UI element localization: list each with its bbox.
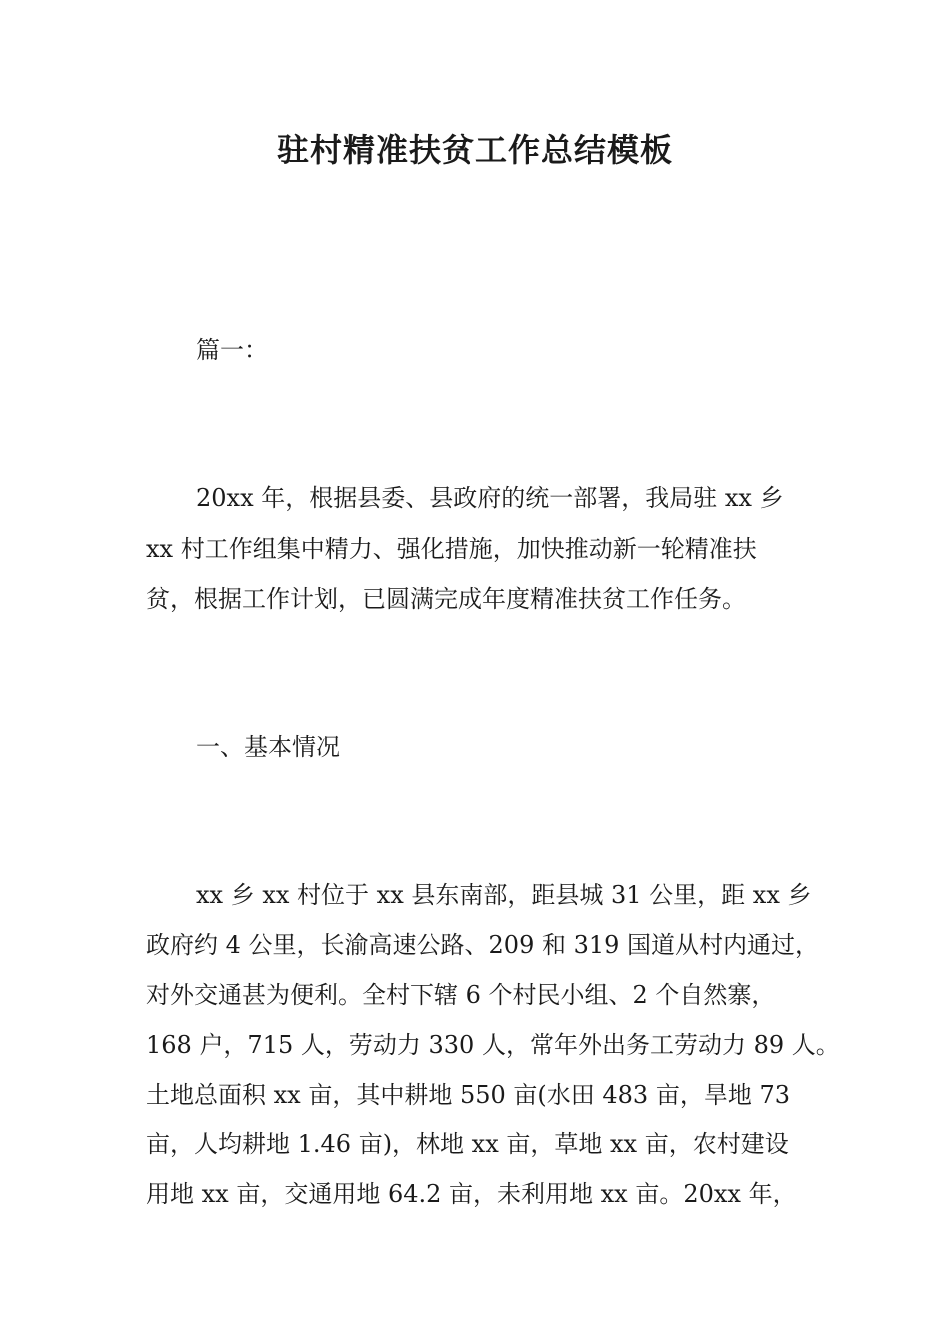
- paragraph-2-line-1: xx 乡 xx 村位于 xx 县东南部，距县城 31 公里，距 xx 乡: [196, 881, 812, 909]
- paragraph-2-line-6: 亩，人均耕地 1.46 亩)，林地 xx 亩，草地 xx 亩，农村建设: [146, 1130, 789, 1158]
- document-title: 驻村精准扶贫工作总结模板: [276, 131, 673, 169]
- paragraph-1-line-3: 贫，根据工作计划，已圆满完成年度精准扶贫工作任务。: [146, 585, 746, 613]
- paragraph-2-line-2: 政府约 4 公里，长渝高速公路、209 和 319 国道从村内通过，: [146, 931, 820, 959]
- paragraph-2-line-7: 用地 xx 亩，交通用地 64.2 亩，未利用地 xx 亩。20xx 年，: [146, 1180, 797, 1208]
- paragraph-1-line-2: xx 村工作组集中精力、强化措施，加快推动新一轮精准扶: [146, 535, 757, 563]
- paragraph-1-line-1: 20xx 年，根据县委、县政府的统一部署，我局驻 xx 乡: [196, 484, 784, 512]
- paragraph-2-line-5: 土地总面积 xx 亩，其中耕地 550 亩(水田 483 亩，旱地 73: [146, 1081, 790, 1109]
- paragraph-2-line-4: 168 户，715 人，劳动力 330 人，常年外出务工劳动力 89 人。: [146, 1031, 840, 1059]
- section-label: 篇一：: [196, 336, 268, 364]
- paragraph-2-line-3: 对外交通甚为便利。全村下辖 6 个村民小组、2 个自然寨，: [146, 981, 776, 1009]
- heading-basic-situation: 一、基本情况: [196, 733, 340, 761]
